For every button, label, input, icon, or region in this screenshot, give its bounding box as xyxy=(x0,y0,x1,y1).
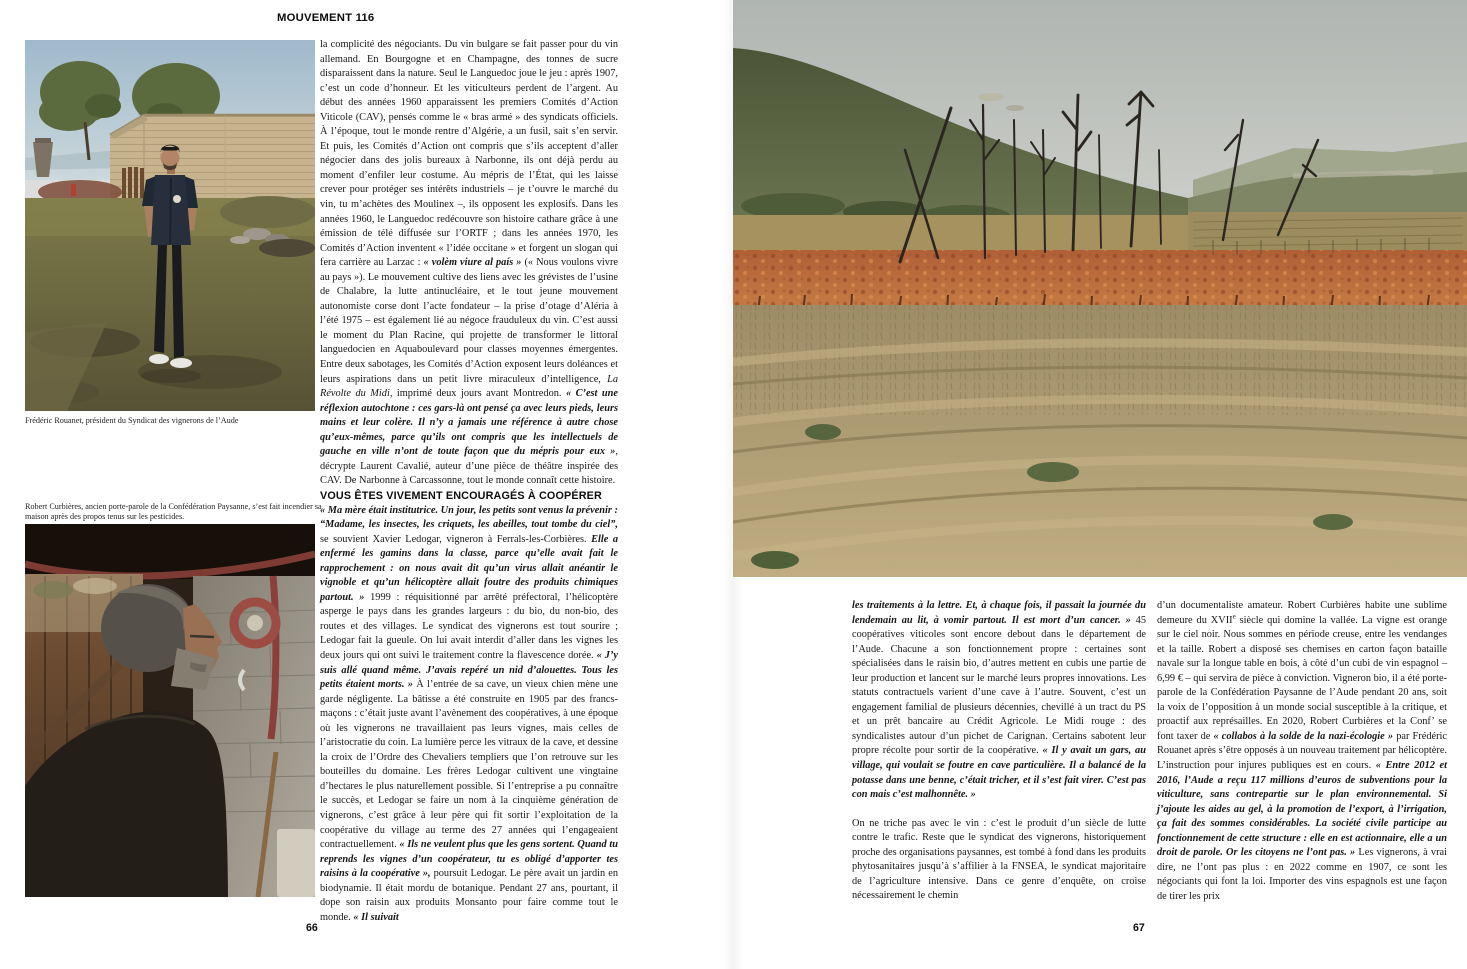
body-paragraph: « Ma mère était institutrice. Un jour, les petits sont venus la prévenir : “Madame, les insectes, les criquets, les abeilles, tout tombe du ciel”, se souvient Xavier Ledogar, vigneron à Ferrals-les-Corbières. Elle a enfermé les gamins dans la classe, parce qu’elle avait fait le rapprochement : on nous avait dit qu’un virus allait anéantir le vignoble et qu’un hélicoptère allait foutre des produits chimiques partout. » 1999 : réquisitionné par arrêté préfectoral, l’hélicoptère asperge le pays dans les grandes largeurs : du bio, du non-bio, des routes et des villages. Le syndicat des vignerons est tout sourire ; Ledogar fait la gueule. On lui avait interdit d’aller dans les vignes les deux jours qui ont suivi le traitement contre la flavescence dorée. « J’y suis allé quand même. J’avais repéré un nid d’alouettes. Tous les petits étaient morts. » À l’entrée de sa cave, un vieux chien mène une garde négligente. La bâtisse a été construite en 1905 par des francs-maçons : c’était juste avant l’avènement des coopératives, à une époque où les vignerons ne travaillaient pas leurs vignes, mais celles de l’aristocratie du coin. La lumière perce les vitraux de la cave, et dessine la croix de l’Ordre des Chevaliers templiers que l’on retrouve sur les bouteilles du domaine. Les frères Ledogar cultivent une vingtaine d’hectares le plus naturellement possible. Si l’entreprise a pu connaître le succès, et Ledogar se faire un nom à la cinquième génération de vignerons, c’est grâce à leur père qui fit sortir l’exploitation de la coopérative du village au terme des 27 années qui l’engageaient contractuellement. « Ils ne veulent plus que les gens sortent. Quand tu reprends les vignes d’un coopérateur, tu es obligé d’apporter tes raisins à la coopérative », poursuit Ledogar. Le père avait un jardin en biodynamie. Il était mordu de botanique. Pendant 27 ans, pourtant, il dope son raisin aux produits Monsanto pour faire comme tout le monde. « Il suivait xyxy=(320,504,619,923)
right-text-column-2 xyxy=(1157,599,1447,904)
page-number-left: 66 xyxy=(306,922,318,934)
page-number-right: 67 xyxy=(1133,922,1145,934)
body-paragraph: d’un documentaliste amateur. Robert Curbières habite une sublime demeure du XVIIe siècle qui domine la vallée. La vigne est orange sur le ciel noir. Nous sommes en période creuse, entre les vendanges et la taille. Robert a disposé ses chemises en carton façon bataille navale sur la longue table en bois, à côté d’un cubi de vin espagnol – 6,99 € – qui servira de pièce à conviction. Vigneron bio, il a été porte-parole de la Confédération Paysanne de l’Aude pendant 20 ans, soit la voix de l’opposition à un monde social susceptible à la critique, et proactif aux représailles. En 2020, Robert Curbières et la Conf’ se font taxer de « collabos à la solde de la nazi-écologie » par Frédéric Rouanet après s’être opposés à un nouveau traitement par hélicoptère. L’instruction pour injures publiques est en cours. « Entre 2012 et 2016, l’Aude a reçu 117 millions d’euros de subventions pour la viticulture, sans contrepartie sur le plan environnemental. Si j’ajoute les aides au gel, à la promotion de l’export, à l’irrigation, ça fait des sommes considérables. La société civile participe au fonctionnement de cette structure : elle en est actionnaire, elle a un droit de parole. Or les citoyens ne l’ont pas. » Les vignerons, à vrai dire, ne l’ont pas plus : en 2022 comme en 1907, ce sont les négociants qui font la loi. Importer des vins espagnols est une façon de tirer les prix xyxy=(1157,600,1448,902)
section-kicker: MOUVEMENT 116 xyxy=(277,12,375,24)
vineyard-band xyxy=(733,250,1467,313)
photo2-caption: Robert Curbières, ancien porte-parole de la Confédération Paysanne, s’est fait incendier sa maison après des propos tenus sur les pesticides. xyxy=(25,502,322,521)
left-text-column xyxy=(320,38,618,925)
photo-robert-curbieres xyxy=(25,524,315,897)
photo-frederic-rouanet xyxy=(25,40,315,411)
body-paragraph: On ne triche pas avec le vin : c’est le produit d’un siècle de lutte contre le trafic. Reste que le syndicat des vignerons, historiquement proche des organisations paysannes, est tombé à fond dans les produits phytosanitaires jusqu’à s’affilier à la FNSEA, le syndicat majoritaire de l’agriculture intensive. Dans ce genre d’enquête, on croise nécessairement le chemin xyxy=(852,817,1146,902)
right-text-column-1 xyxy=(852,599,1146,904)
photo-burned-vineyard-landscape xyxy=(733,0,1467,577)
subheading: VOUS ÊTES VIVEMENT ENCOURAGÉS À COOPÉRER xyxy=(320,489,602,502)
body-paragraph: la complicité des négociants. Du vin bulgare se fait passer pour du vin allemand. En Bourgogne et en Champagne, des tonnes de sucre disparaissent dans la nature. Seul le Languedoc joue le jeu : après 1907, c’est un code d’honneur. Et les viticulteurs perdent de l’argent. Au début des années 1960 apparaissent les premiers Comités d’Action Viticole (CAV), pensés comme le « bras armé » des syndicats officiels. À l’époque, tout le monde rentre d’Algérie, a un fusil, sait s’en servir. Et puis, les Comités d’Action ont compris que s’ils acceptent d’aller négocier dans des jolis bureaux à Narbonne, ils ont déjà perdu au moment d’enfiler leur costume. Au mépris de l’État, qui les laisse crever pour protéger ses intérêts industriels – je t’ouvre le marché du vin, tu m’achètes des Moulinex –, ils opposent les explosifs. Dans les années 1960, le Languedoc redécouvre son histoire cathare grâce à une émission de télé diffusée sur l’ORTF ; dans les années 1970, les Comités d’Action inventent « l’idée occitane » et forgent un slogan qui fera carrière au Larzac : « volèm viure al país » (« Nous voulons vivre au pays »). Le mouvement cultive des liens avec les grévistes de l’usine de Chalabre, la lutte antinucléaire, et le tout jeune mouvement autonomiste corse dont l’acte fondateur – la prise d’otage d’Aléria à l’été 1975 – est également lié au négoce frauduleux du vin. C’est aussi le moment du Plan Racine, qui projette de transformer le littoral languedocien en Aquaboulevard pour classes moyennes émergentes. Entre deux sabotages, les Comités d’Action exposent leurs doléances et leurs aspirations dans un petit livre miraculeux d’intelligence, La Révolte du Midi, imprimé deux jours avant Montredon. « C’est une réflexion autochtone : ces gars-là ont pensé ça avec leurs pieds, leurs mains et leur colère. Il n’y a jamais une référence à autre chose qu’eux-mêmes, parce qu’ils ont compris que les intellectuels de gauche en ville n’ont de toute façon que du mépris pour eux », décrypte Laurent Cavalié, auteur d’une pièce de théâtre inspirée des CAV. De Narbonne à Carcassonne, tout le monde connaît cette histoire. xyxy=(320,39,618,487)
photo1-caption: Frédéric Rouanet, président du Syndicat des vignerons de l’Aude xyxy=(25,416,239,425)
body-paragraph: les traitements à la lettre. Et, à chaque fois, il passait la journée du lendemain au lit, à vomir partout. Il est mort d’un cancer. » 45 coopératives viticoles sont encore debout dans le département de l’Aude. Chacune a son fonctionnement propre : certaines sont spécialisées dans le raisin bio, d’autres mettent en cubis une partie de leur production et lancent sur le marché leurs propres innovations. Les statuts contractuels varient d’une cave à l’autre. Souvent, c’est un engagement familial de plusieurs décennies, chevillé à un tract du PS et un prêt bancaire au Crédit Agricole. Le Midi rouge : des syndicalistes autour d’un pichet de Carignan. Certains sabotent leur propre récolte pour sortir de la coopérative. « Il y avait un gars, au village, qui voulait se foutre en cave particulière. Il a balancé de la potasse dans une benne, c’était tricher, et il s’est fait virer. C’est pas con mais c’est malhonnête. » xyxy=(852,600,1146,801)
